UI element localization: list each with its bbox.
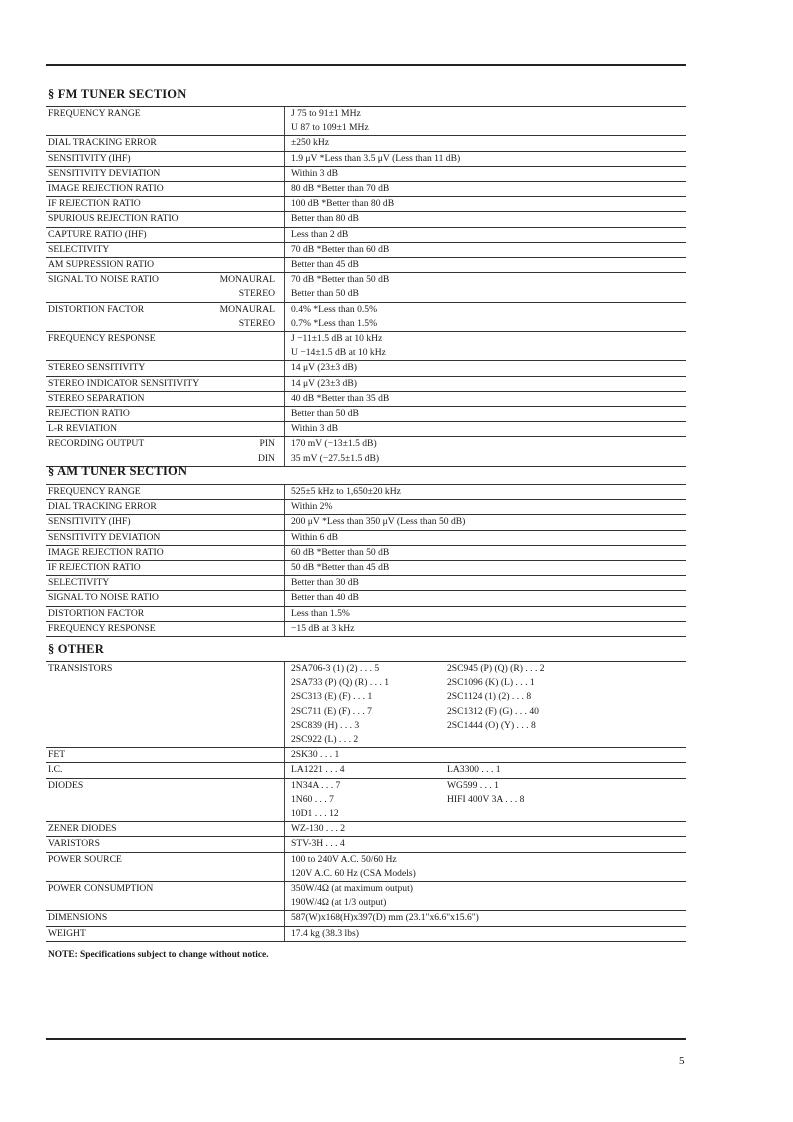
spec-value: Better than 50 dB [285,287,687,302]
spec-row [46,606,686,621]
spec-value: J −11±1.5 dB at 10 kHz [285,332,687,347]
spec-row [46,407,686,422]
component-value: 100 to 240V A.C. 50/60 Hz [291,853,397,865]
spec-row [46,166,686,181]
spec-label: DIODES [48,779,84,791]
spec-label: SPURIOUS REJECTION RATIO [48,213,179,225]
spec-label: STEREO SEPARATION [48,392,145,404]
spec-row [46,867,686,882]
spec-label-cell [46,258,285,273]
spec-label: CAPTURE RATIO (IHF) [48,228,147,240]
spec-label-cell [46,690,285,704]
spec-row [46,242,686,257]
spec-value: 80 dB *Better than 70 dB [285,182,687,197]
spec-label-cell [46,882,285,897]
component-value: WZ-130 . . . 2 [291,823,346,835]
spec-value-cell [285,690,687,704]
spec-value-cell [285,926,687,941]
spec-value-cell [285,705,687,719]
spec-label: STEREO SENSITIVITY [48,362,146,374]
spec-label: DIMENSIONS [48,912,108,924]
spec-row [46,621,686,636]
spec-value: Better than 45 dB [285,258,687,273]
spec-label: FREQUENCY RANGE [48,486,141,497]
spec-label: POWER SOURCE [48,853,122,865]
spec-label-cell [46,107,285,122]
spec-label: IMAGE REJECTION RATIO [48,546,164,558]
component-value: 2SA706-3 (1) (2) . . . 5 [291,663,380,674]
spec-value: 60 dB *Better than 50 dB [285,545,687,560]
spec-row [46,422,686,437]
spec-label-cell [46,705,285,719]
component-value: STV-3H . . . 4 [291,838,345,850]
spec-row [46,391,686,406]
component-value-secondary: 2SC945 (P) (Q) (R) . . . 2 [447,663,545,674]
spec-value: Within 6 dB [285,530,687,545]
spec-row [46,500,686,515]
spec-row [46,882,686,897]
spec-row [46,302,686,317]
spec-row [46,837,686,852]
spec-sublabel: STEREO [238,317,275,329]
spec-value-cell [285,896,687,911]
spec-value: 1.9 μV *Less than 3.5 μV (Less than 11 dB) [285,151,687,166]
spec-label-cell [46,676,285,690]
spec-label: SELECTIVITY [48,577,110,589]
spec-value: Less than 2 dB [285,227,687,242]
component-value-secondary: 2SC1124 (1) (2) . . . 8 [447,691,532,703]
spec-row [46,136,686,151]
spec-row [46,515,686,530]
spec-value-cell [285,807,687,822]
spec-row [46,852,686,867]
spec-label-cell [46,182,285,197]
spec-label-cell [46,733,285,748]
spec-label-cell [46,837,285,852]
spec-row [46,346,686,361]
spec-value: 14 μV (23±3 dB) [285,361,687,376]
spec-row [46,719,686,733]
spec-label-cell [46,778,285,793]
spec-label: FREQUENCY RANGE [48,108,141,119]
fm-section-title: § FM TUNER SECTION [48,87,187,101]
spec-row [46,676,686,690]
spec-label-cell [46,606,285,621]
spec-label-cell [46,500,285,515]
spec-sublabel: DIN [257,452,275,464]
spec-label: DISTORTION FACTOR [48,607,145,619]
spec-label-cell [46,591,285,606]
component-value: 2SC922 (L) . . . 2 [291,734,359,746]
spec-row [46,733,686,748]
spec-value: 70 dB *Better than 50 dB [285,273,687,288]
spec-label: SENSITIVITY (IHF) [48,152,131,164]
spec-label: DISTORTION FACTOR [48,303,145,315]
spec-value-cell [285,748,687,763]
spec-row [46,748,686,763]
spec-value: U 87 to 109±1 MHz [285,121,687,136]
spec-value: 525±5 kHz to 1,650±20 kHz [285,485,687,500]
spec-label: DIAL TRACKING ERROR [48,501,157,513]
spec-row [46,317,686,332]
component-value-secondary: LA3300 . . . 1 [447,764,501,776]
spec-label-cell [46,212,285,227]
spec-label-cell [46,121,285,136]
spec-value: 0.4% *Less than 0.5% [285,302,687,317]
spec-label-cell [46,166,285,181]
spec-value: 14 μV (23±3 dB) [285,376,687,391]
spec-row [46,690,686,704]
other-section-title: § OTHER [48,642,104,656]
spec-value: 170 mV (−13±1.5 dB) [285,437,687,452]
spec-label: ZENER DIODES [48,823,117,835]
top-rule [46,64,686,66]
spec-value: Within 3 dB [285,422,687,437]
spec-label: STEREO INDICATOR SENSITIVITY [48,377,200,389]
spec-row [46,896,686,911]
spec-label-cell [46,807,285,822]
spec-label-cell [46,515,285,530]
spec-label: TRANSISTORS [48,663,113,674]
spec-label-cell [46,822,285,837]
spec-label-cell [46,197,285,212]
spec-label: DIAL TRACKING ERROR [48,137,157,149]
spec-label: RECORDING OUTPUT [48,438,145,450]
component-value: 587(W)x168(H)x397(D) mm (23.1"x6.6"x15.6") [291,912,479,924]
spec-value: Within 2% [285,500,687,515]
component-value: 2SC711 (E) (F) . . . 7 [291,705,372,717]
spec-value: Better than 80 dB [285,212,687,227]
spec-row [46,591,686,606]
spec-value: ±250 kHz [285,136,687,151]
spec-label-cell [46,621,285,636]
spec-label: FREQUENCY RESPONSE [48,622,156,634]
spec-row [46,576,686,591]
spec-label: SELECTIVITY [48,243,110,255]
spec-sublabel: MONAURAL [219,303,275,315]
spec-value: Within 3 dB [285,166,687,181]
spec-value: 0.7% *Less than 1.5% [285,317,687,332]
spec-value: −15 dB at 3 kHz [285,621,687,636]
page-number: 5 [679,1055,685,1067]
spec-value-cell [285,763,687,778]
spec-label-cell [46,136,285,151]
spec-label-cell [46,302,285,317]
other-spec-table [46,661,686,942]
spec-value-cell [285,911,687,926]
spec-value-cell [285,733,687,748]
spec-row [46,437,686,452]
spec-label-cell [46,346,285,361]
spec-label-cell [46,793,285,807]
spec-sublabel: PIN [259,438,275,450]
spec-value: Better than 50 dB [285,407,687,422]
spec-label: SENSITIVITY DEVIATION [48,531,161,543]
spec-label-cell [46,576,285,591]
spec-label-cell [46,763,285,778]
spec-label-cell [46,242,285,257]
spec-row [46,662,686,677]
spec-label-cell [46,227,285,242]
spec-label-cell [46,391,285,406]
spec-value-cell [285,837,687,852]
spec-label-cell [46,317,285,332]
spec-row [46,926,686,941]
spec-label: SENSITIVITY DEVIATION [48,167,161,179]
spec-label: IMAGE REJECTION RATIO [48,183,164,195]
spec-value: J 75 to 91±1 MHz [285,107,687,122]
spec-row [46,121,686,136]
component-value-secondary: 2SC1444 (O) (Y) . . . 8 [447,719,536,731]
spec-value-cell [285,676,687,690]
spec-sublabel: MONAURAL [219,274,275,286]
spec-label: POWER CONSUMPTION [48,883,154,895]
spec-label: REJECTION RATIO [48,408,130,420]
component-value-secondary: WG599 . . . 1 [447,779,499,791]
component-value: 350W/4Ω (at maximum output) [291,883,413,895]
spec-row [46,530,686,545]
bottom-rule [46,1038,686,1040]
spec-label-cell [46,332,285,347]
spec-label-cell [46,287,285,302]
spec-label-cell [46,719,285,733]
spec-value: Better than 30 dB [285,576,687,591]
spec-label: I.C. [48,764,63,776]
component-value-secondary: 2SC1096 (K) (L) . . . 1 [447,677,535,689]
spec-label-cell [46,422,285,437]
component-value: 120V A.C. 60 Hz (CSA Models) [291,867,416,879]
spec-row [46,273,686,288]
spec-value: 200 μV *Less than 350 μV (Less than 50 dB) [285,515,687,530]
spec-label-cell [46,896,285,911]
spec-label-cell [46,407,285,422]
spec-value: 70 dB *Better than 60 dB [285,242,687,257]
spec-label-cell [46,926,285,941]
spec-row [46,545,686,560]
spec-label-cell [46,545,285,560]
component-value: 1N34A . . . 7 [291,779,341,791]
spec-row [46,822,686,837]
spec-label-cell [46,376,285,391]
spec-label-cell [46,852,285,867]
spec-row [46,332,686,347]
component-value: 17.4 kg (38.3 lbs) [291,927,359,939]
spec-row [46,376,686,391]
component-value: 1N60 . . . 7 [291,793,334,805]
spec-row [46,807,686,822]
spec-row [46,197,686,212]
component-value: 2SA733 (P) (Q) (R) . . . 1 [291,677,390,689]
spec-value-cell [285,662,687,677]
spec-label: FREQUENCY RESPONSE [48,333,156,345]
spec-value: 35 mV (−27.5±1.5 dB) [285,452,687,467]
spec-label-cell [46,151,285,166]
specifications-note: NOTE: Specifications subject to change without notice. [48,950,269,960]
spec-row [46,287,686,302]
spec-label-cell [46,748,285,763]
spec-value-cell [285,867,687,882]
spec-row [46,485,686,500]
spec-label: WEIGHT [48,927,86,939]
spec-label-cell [46,867,285,882]
spec-value: Less than 1.5% [285,606,687,621]
spec-label-cell [46,273,285,288]
spec-label: AM SUPRESSION RATIO [48,259,155,271]
spec-value: 40 dB *Better than 35 dB [285,391,687,406]
spec-label-cell [46,485,285,500]
spec-row [46,705,686,719]
spec-row [46,107,686,122]
spec-label: SIGNAL TO NOISE RATIO [48,274,159,286]
spec-row [46,793,686,807]
spec-row [46,258,686,273]
spec-value-cell [285,882,687,897]
component-value: 2SC839 (H) . . . 3 [291,719,360,731]
am-spec-table [46,484,686,637]
spec-sublabel: STEREO [238,288,275,300]
spec-row [46,227,686,242]
component-value: 10D1 . . . 12 [291,808,339,820]
spec-value-cell [285,793,687,807]
spec-value-cell [285,778,687,793]
spec-value: Better than 40 dB [285,591,687,606]
spec-label: FET [48,749,66,761]
spec-label: SENSITIVITY (IHF) [48,516,131,528]
spec-label-cell [46,561,285,576]
spec-label-cell [46,437,285,452]
spec-value: 100 dB *Better than 80 dB [285,197,687,212]
spec-row [46,911,686,926]
spec-row [46,182,686,197]
component-value: 190W/4Ω (at 1/3 output) [291,897,387,909]
am-section-title: § AM TUNER SECTION [48,464,188,478]
spec-label: IF REJECTION RATIO [48,562,141,574]
spec-label: VARISTORS [48,838,100,850]
spec-row [46,561,686,576]
spec-value-cell [285,719,687,733]
component-value-secondary: 2SC1312 (F) (G) . . . 40 [447,705,539,717]
spec-value: 50 dB *Better than 45 dB [285,561,687,576]
spec-row [46,212,686,227]
spec-label-cell [46,662,285,677]
spec-value-cell [285,822,687,837]
spec-value: U −14±1.5 dB at 10 kHz [285,346,687,361]
spec-row [46,778,686,793]
spec-row [46,361,686,376]
spec-label: L-R REVIATION [48,423,118,435]
spec-row [46,763,686,778]
spec-label-cell [46,361,285,376]
fm-spec-table [46,106,686,467]
spec-label-cell [46,530,285,545]
spec-row [46,151,686,166]
component-value: 2SK30 . . . 1 [291,749,340,761]
spec-label: IF REJECTION RATIO [48,198,141,210]
component-value: 2SC313 (E) (F) . . . 1 [291,691,373,703]
spec-label-cell [46,911,285,926]
component-value: LA1221 . . . 4 [291,764,345,776]
component-value-secondary: HIFI 400V 3A . . . 8 [447,793,525,805]
spec-label: SIGNAL TO NOISE RATIO [48,592,159,604]
spec-value-cell [285,852,687,867]
